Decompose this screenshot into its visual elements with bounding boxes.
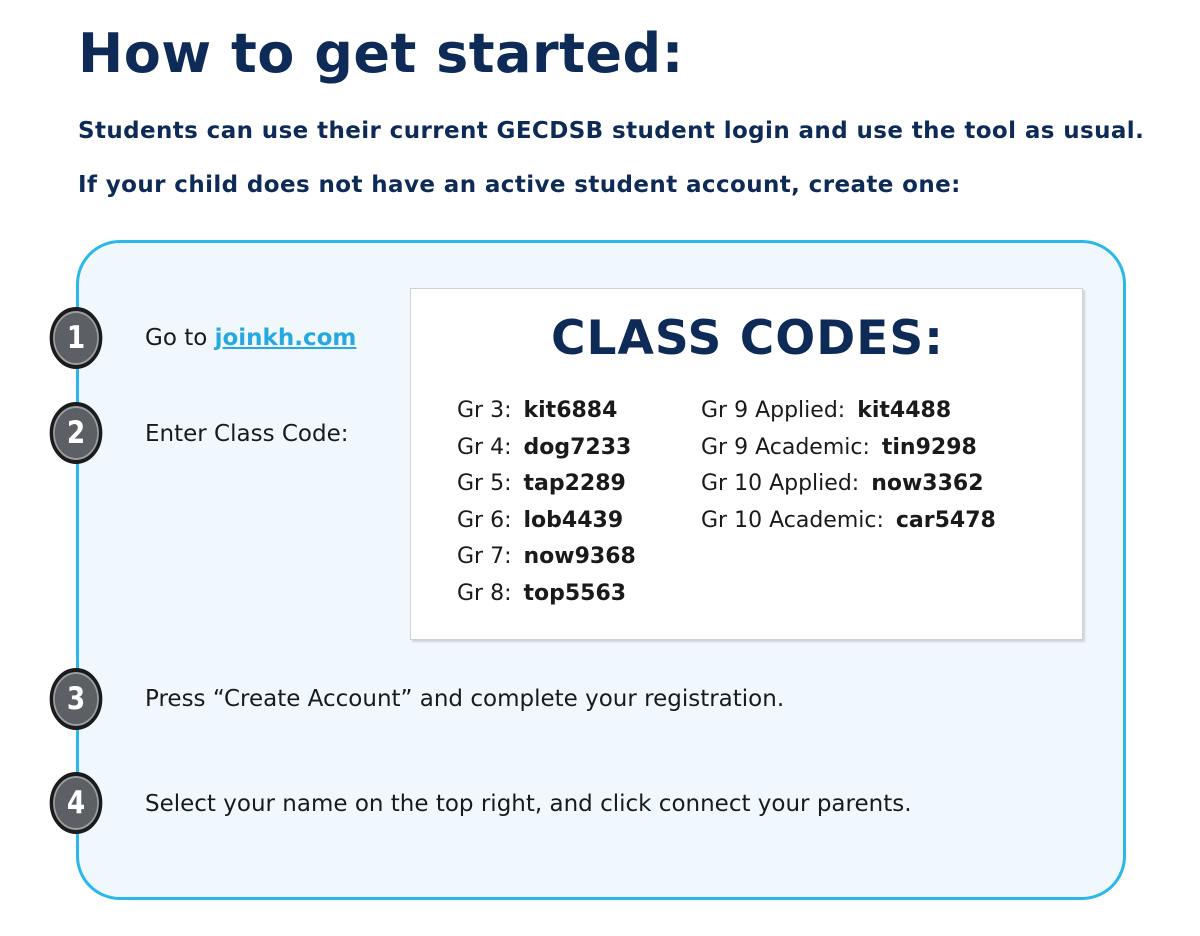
step-1-badge: 1 (50, 307, 103, 369)
class-code-row (701, 393, 996, 430)
intro-login-text: Students can use their current GECDSB student login and use the tool as usual. (78, 118, 1145, 144)
step-1-text: Go to (145, 325, 215, 351)
class-codes-card (410, 288, 1083, 640)
class-code-value: top5563 (523, 580, 627, 606)
step-1-instruction (145, 325, 356, 351)
class-code-value: car5478 (895, 507, 996, 533)
class-code-value: tin9298 (881, 434, 977, 460)
grade-label: Gr 10 Academic: (701, 507, 884, 533)
step-2-text: Enter Class Code: (145, 421, 349, 447)
step-4-badge: 4 (50, 772, 103, 834)
step-3-text: Press “Create Account” and complete your registration. (145, 686, 785, 712)
grade-label: Gr 7: (457, 544, 512, 570)
class-codes-left-column (457, 393, 636, 613)
grade-label: Gr 9 Applied: (701, 398, 846, 423)
class-code-row (457, 576, 636, 613)
grade-label: Gr 9 Academic: (701, 434, 870, 460)
class-code-value: kit4488 (857, 398, 952, 423)
class-code-value: tap2289 (523, 471, 626, 497)
class-code-row (457, 430, 636, 467)
class-code-row (457, 393, 636, 430)
class-code-value: lob4439 (523, 507, 624, 533)
grade-label: Gr 10 Applied: (701, 471, 860, 497)
class-code-row (701, 466, 996, 503)
class-code-row (701, 503, 996, 540)
class-code-row (457, 503, 636, 540)
grade-label: Gr 3: (457, 398, 512, 423)
step-3-badge: 3 (50, 668, 103, 730)
class-code-row (457, 539, 636, 576)
grade-label: Gr 6: (457, 507, 512, 533)
class-code-row (701, 430, 996, 467)
intro-create-account-text: If your child does not have an active student account, create one: (78, 172, 961, 198)
page-title: How to get started: (78, 22, 684, 85)
grade-label: Gr 4: (457, 434, 512, 460)
step-2-badge: 2 (50, 402, 103, 464)
joinkh-link[interactable]: joinkh.com (214, 325, 357, 351)
class-code-value: now3362 (871, 471, 984, 497)
class-codes-title: CLASS CODES: (551, 311, 944, 366)
class-code-row (457, 466, 636, 503)
class-codes-right-column (701, 393, 996, 539)
grade-label: Gr 5: (457, 471, 512, 497)
grade-label: Gr 8: (457, 580, 512, 606)
class-code-value: now9368 (523, 544, 636, 570)
class-code-value: kit6884 (523, 398, 618, 423)
class-code-value: dog7233 (523, 434, 632, 460)
step-4-text: Select your name on the top right, and click connect your parents. (145, 791, 912, 817)
